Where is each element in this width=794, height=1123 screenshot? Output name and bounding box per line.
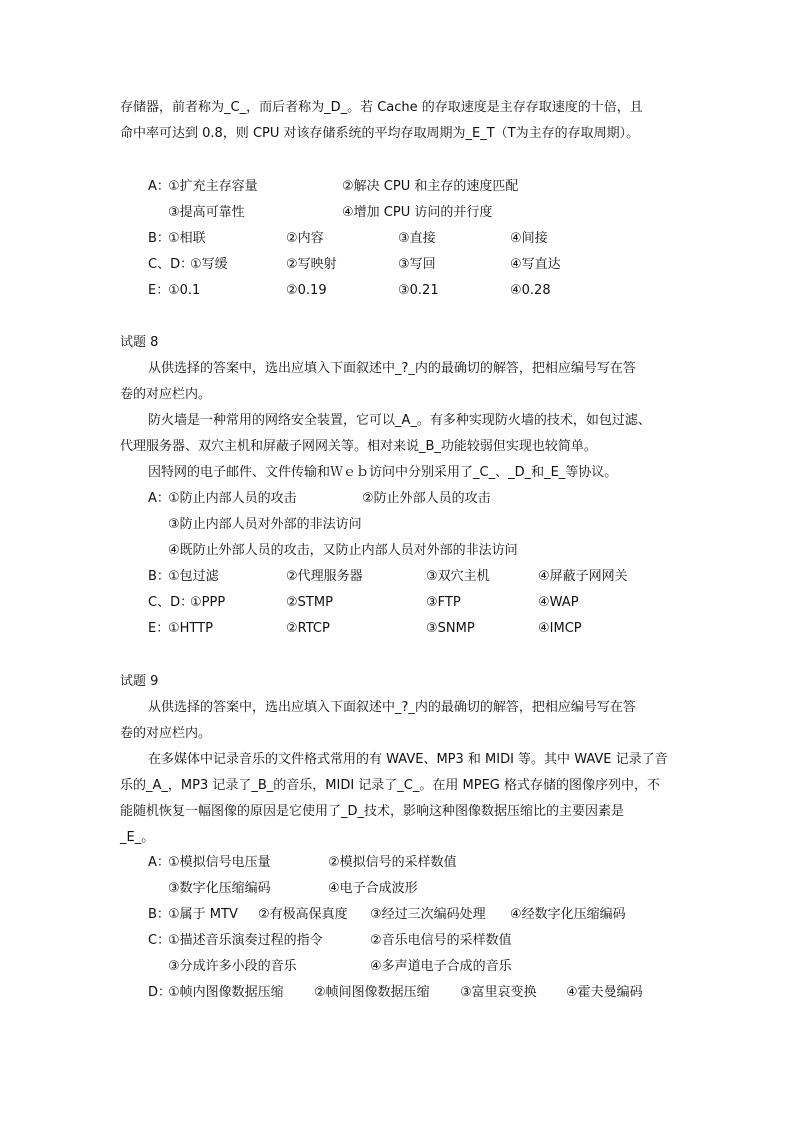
q9-a-option-1: ①模拟信号电压量 — [168, 855, 271, 870]
q8-e-option-4: ④IMCP — [538, 621, 582, 636]
q8-paragraph-2: 因特网的电子邮件、文件传输和Ｗｅｂ访问中分别采用了_C_、_D_和_E_等协议。 — [148, 465, 618, 480]
q9-instruction-line-1: 从供选择的答案中，选出应填入下面叙述中_?_内的最确切的解答，把相应编号写在答 — [148, 700, 636, 715]
q8-a-option-1: ①防止内部人员的攻击 — [168, 491, 297, 506]
q7-e-option-3: ③0.21 — [398, 283, 439, 298]
q8-e-option-1: ①HTTP — [168, 621, 213, 636]
q7-cd-prefix: C、D： — [148, 257, 194, 272]
intro-line-1: 存储器，前者称为_C_，而后者称为_D_。若 Cache 的存取速度是主存存取速度的十倍，且 — [120, 100, 643, 115]
q8-b-prefix: B： — [148, 569, 170, 584]
q8-b-option-1: ①包过滤 — [168, 569, 219, 584]
q8-title: 试题 8 — [120, 335, 159, 350]
q7-b-prefix: B： — [148, 231, 170, 246]
q9-paragraph-line-2: 乐的_A_，MP3 记录了_B_的音乐，MIDI 记录了_C_。在用 MPEG 格式存储的图像序列中，不 — [120, 778, 660, 793]
q8-e-prefix: E： — [148, 621, 170, 636]
intro-line-2: 命中率可达到 0.8，则 CPU 对该存储系统的平均存取周期为_E_T（T为主存的存取周期）。 — [120, 126, 640, 141]
q7-e-prefix: E： — [148, 283, 170, 298]
q9-b-prefix: B： — [148, 907, 170, 922]
q9-paragraph-line-4: _E_。 — [120, 830, 155, 845]
q7-a-prefix: A： — [148, 179, 170, 194]
q7-e-option-1: ①0.1 — [168, 283, 201, 298]
q7-a-option-2: ②解决 CPU 和主存的速度匹配 — [342, 179, 519, 194]
q9-d-option-4: ④霍夫曼编码 — [566, 985, 643, 1000]
q7-cd-option-2: ②写映射 — [286, 257, 337, 272]
q9-paragraph-line-1: 在多媒体中记录音乐的文件格式常用的有 WAVE、MP3 和 MIDI 等。其中 WAVE 记录了音 — [148, 752, 668, 767]
q9-d-prefix: D： — [148, 985, 172, 1000]
q7-b-option-1: ①相联 — [168, 231, 206, 246]
q8-cd-prefix: C、D： — [148, 595, 194, 610]
q7-cd-option-4: ④写直达 — [510, 257, 561, 272]
q7-cd-option-1: ①写缓 — [190, 257, 228, 272]
q8-cd-option-2: ②STMP — [286, 595, 333, 610]
q9-c-option-1: ①描述音乐演奏过程的指令 — [168, 933, 323, 948]
q8-e-option-2: ②RTCP — [286, 621, 330, 636]
q8-a-prefix: A： — [148, 491, 170, 506]
q8-paragraph-1-line-2: 代理服务器、双穴主机和屏蔽子网网关等。相对来说_B_功能较弱但实现也较简单。 — [120, 439, 597, 454]
q9-a-option-2: ②模拟信号的采样数值 — [328, 855, 457, 870]
q7-a-option-3: ③提高可靠性 — [168, 205, 245, 220]
q9-b-option-3: ③经过三次编码处理 — [370, 907, 486, 922]
q8-instruction-line-2: 卷的对应栏内。 — [120, 387, 212, 402]
q9-title: 试题 9 — [120, 674, 159, 689]
q8-paragraph-1-line-1: 防火墙是一种常用的网络安全装置，它可以_A_。有多种实现防火墙的技术，如包过滤、 — [148, 413, 651, 428]
q9-c-option-3: ③分成许多小段的音乐 — [168, 959, 297, 974]
q7-a-option-4: ④增加 CPU 访问的并行度 — [342, 205, 493, 220]
q8-e-option-3: ③SNMP — [426, 621, 475, 636]
q9-b-option-1: ①属于 MTV — [168, 907, 238, 922]
q9-d-option-1: ①帧内图像数据压缩 — [168, 985, 284, 1000]
q7-b-option-2: ②内容 — [286, 231, 324, 246]
q9-paragraph-line-3: 能随机恢复一幅图像的原因是它使用了_D_技术，影响这种图像数据压缩比的主要因素是 — [120, 804, 625, 819]
q8-b-option-4: ④屏蔽子网网关 — [538, 569, 628, 584]
q8-cd-option-3: ③FTP — [426, 595, 461, 610]
q8-a-option-4: ④既防止外部人员的攻击，又防止内部人员对外部的非法访问 — [168, 543, 518, 558]
q7-b-option-3: ③直接 — [398, 231, 436, 246]
q8-instruction-line-1: 从供选择的答案中，选出应填入下面叙述中_?_内的最确切的解答，把相应编号写在答 — [148, 361, 636, 376]
q9-d-option-2: ②帧间图像数据压缩 — [314, 985, 430, 1000]
q7-a-option-1: ①扩充主存容量 — [168, 179, 258, 194]
q7-e-option-4: ④0.28 — [510, 283, 551, 298]
q9-b-option-4: ④经数字化压缩编码 — [510, 907, 626, 922]
q9-d-option-3: ③富里哀变换 — [460, 985, 537, 1000]
q8-a-option-3: ③防止内部人员对外部的非法访问 — [168, 517, 362, 532]
q7-b-option-4: ④间接 — [510, 231, 548, 246]
q9-instruction-line-2: 卷的对应栏内。 — [120, 726, 212, 741]
q8-cd-option-1: ①PPP — [190, 595, 226, 610]
q7-cd-option-3: ③写回 — [398, 257, 436, 272]
q8-cd-option-4: ④WAP — [538, 595, 579, 610]
q9-c-option-2: ②音乐电信号的采样数值 — [370, 933, 512, 948]
q8-b-option-3: ③双穴主机 — [426, 569, 490, 584]
q8-a-option-2: ②防止外部人员的攻击 — [362, 491, 491, 506]
q7-e-option-2: ②0.19 — [286, 283, 327, 298]
q9-c-option-4: ④多声道电子合成的音乐 — [370, 959, 512, 974]
q9-b-option-2: ②有极高保真度 — [258, 907, 348, 922]
q9-a-option-4: ④电子合成波形 — [328, 881, 418, 896]
q9-a-option-3: ③数字化压缩编码 — [168, 881, 271, 896]
q9-c-prefix: C： — [148, 933, 171, 948]
q9-a-prefix: A： — [148, 855, 170, 870]
q8-b-option-2: ②代理服务器 — [286, 569, 363, 584]
